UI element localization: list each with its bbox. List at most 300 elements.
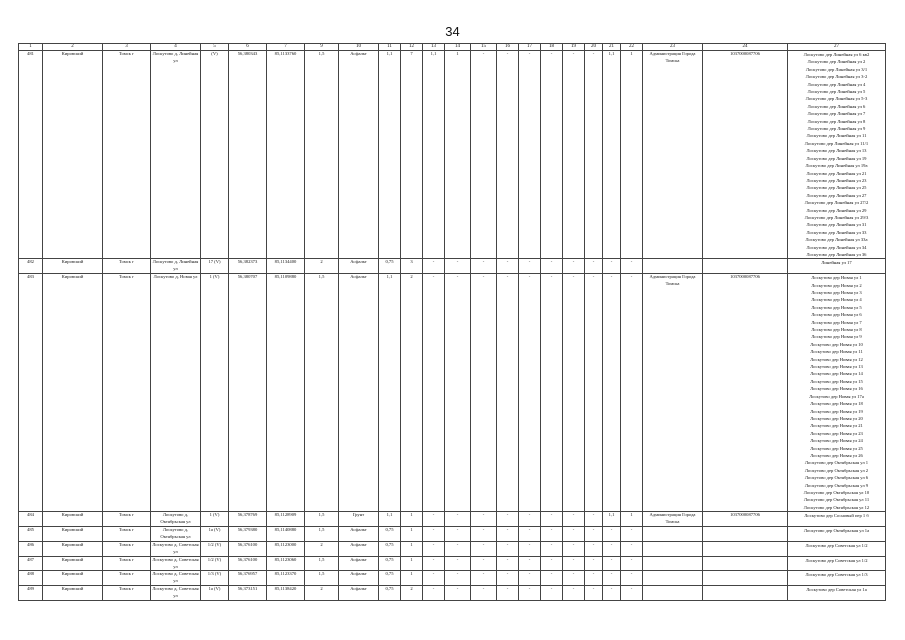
table-cell: 1,5: [305, 51, 339, 259]
address-line: Лоскутово дер Октябрьская ул 11: [803, 497, 870, 503]
address-line: Лоскутово дер Новая ул 10: [810, 341, 863, 347]
table-cell: -: [471, 541, 497, 556]
table-cell: -: [497, 586, 519, 601]
table-cell: -: [519, 259, 541, 274]
table-cell: [643, 571, 703, 586]
table-cell: 1: [401, 571, 423, 586]
address-line: Лоскутово дер Сосновый пер 1 б: [804, 513, 869, 519]
table-cell: -: [445, 556, 471, 571]
address-line: Лоскутово дер Линейная ул 3-2: [805, 74, 868, 80]
table-row: [19, 586, 886, 601]
address-line: Лоскутово дер Линейная ул 33а: [805, 237, 868, 243]
table-cell: 2: [401, 274, 423, 512]
address-line: Лоскутово дер Октябрьская ул 2: [804, 467, 869, 473]
column-number: 21: [603, 44, 621, 51]
table-cell: Кировский: [43, 571, 103, 586]
address-line: Лоскутово дер Новая ул 5: [811, 304, 862, 310]
column-number: 2: [43, 44, 103, 51]
column-number: 16: [497, 44, 519, 51]
column-number: 10: [339, 44, 379, 51]
address-line: Лоскутово дер Линейная ул 8: [807, 118, 866, 124]
table-cell: -: [519, 541, 541, 556]
table-cell: 1,1: [603, 51, 621, 259]
column-number: 13: [423, 44, 445, 51]
table-cell: -: [621, 541, 643, 556]
address-line: Лоскутово дер Октябрьская ул 1а: [803, 528, 870, 533]
address-line: Лоскутово дер Новая ул 20: [810, 415, 863, 421]
table-cell: 0,75: [379, 259, 401, 274]
table-cell: 1,5: [305, 571, 339, 586]
table-cell: -: [423, 259, 445, 274]
table-cell: 85,1128909: [267, 512, 305, 527]
table-cell: (V): [201, 51, 229, 259]
table-cell: -: [585, 512, 603, 527]
table-cell: 488: [19, 571, 43, 586]
table-cell: Асфальт: [339, 274, 379, 512]
table-cell: Томск г: [103, 51, 151, 259]
table-cell: -: [541, 556, 563, 571]
table-cell: Администрация Города Томска: [643, 274, 703, 512]
table-cell: 1а (V): [201, 527, 229, 542]
table-cell: 85,1123000: [267, 541, 305, 556]
address-line: Лоскутово дер Линейная ул 19: [806, 155, 867, 161]
table-cell: 1 (V): [201, 274, 229, 512]
column-number: 5: [201, 44, 229, 51]
table-cell: Томск г: [103, 586, 151, 601]
address-list-cell: [788, 274, 886, 512]
address-line: Лоскутово дер Новая ул 9: [811, 334, 862, 340]
table-cell: Кировский: [43, 259, 103, 274]
table-cell: Томск г: [103, 541, 151, 556]
table-cell: 1037000087706: [703, 51, 788, 259]
address-line: Лоскутово дер Линейная ул 34: [806, 244, 867, 250]
table-cell: Лоскутово д, Советская ул: [151, 571, 201, 586]
address-list-cell: [788, 51, 886, 259]
table-row: [19, 556, 886, 571]
table-cell: -: [519, 527, 541, 542]
address-line: Лоскутово дер Новая ул 16: [810, 386, 863, 392]
table-cell: -: [541, 586, 563, 601]
address-line: Лоскутово дер Советская ул 1/2: [805, 557, 868, 563]
table-row: [19, 571, 886, 586]
table-cell: [703, 571, 788, 586]
address-line: Лоскутово дер Октябрьская ул 9: [804, 482, 869, 488]
table-cell: -: [471, 556, 497, 571]
table-cell: -: [563, 556, 585, 571]
table-cell: Кировский: [43, 586, 103, 601]
table-cell: 85,1134400: [267, 259, 305, 274]
table-cell: -: [519, 556, 541, 571]
table-cell: -: [563, 586, 585, 601]
table-body: [19, 44, 886, 601]
table-cell: [703, 586, 788, 601]
table-cell: -: [445, 541, 471, 556]
table-cell: Томск г: [103, 527, 151, 542]
address-list-cell: [788, 541, 886, 556]
column-number: 19: [563, 44, 585, 51]
table-cell: -: [423, 586, 445, 601]
table-cell: 0,75: [379, 571, 401, 586]
address-line: Лоскутово дер Новая ул 19: [810, 408, 863, 414]
table-cell: 2: [305, 541, 339, 556]
column-number: 22: [621, 44, 643, 51]
address-line: Лоскутово дер Линейная ул 21: [806, 170, 867, 176]
table-cell: -: [621, 586, 643, 601]
table-cell: [703, 527, 788, 542]
table-cell: -: [519, 512, 541, 527]
table-cell: [643, 586, 703, 601]
table-cell: Лоскутово д, Октябрьская ул: [151, 512, 201, 527]
table-cell: Томск г: [103, 274, 151, 512]
address-line: Лоскутово дер Линейная ул 11/1: [804, 140, 869, 146]
address-line: Лоскутово дер Октябрьская ул 12: [803, 504, 870, 510]
table-cell: -: [471, 527, 497, 542]
column-number: 24: [703, 44, 788, 51]
address-line: Лоскутово дер Новая ул 3: [811, 290, 862, 295]
address-line: Лоскутово дер Линейная ул 33: [806, 229, 867, 235]
table-cell: Кировский: [43, 51, 103, 259]
column-number: 7: [267, 44, 305, 51]
table-cell: 1: [621, 51, 643, 259]
table-cell: 485: [19, 527, 43, 542]
address-line: Лоскутово дер Линейная ул 5: [807, 89, 866, 95]
address-line: Лоскутово дер Новая ул 1: [811, 275, 862, 281]
table-cell: -: [585, 51, 603, 259]
table-row: [19, 527, 886, 542]
table-cell: -: [585, 586, 603, 601]
table-cell: -: [541, 541, 563, 556]
table-cell: 0,75: [379, 527, 401, 542]
column-number: 18: [541, 44, 563, 51]
table-cell: -: [541, 512, 563, 527]
table-cell: -: [563, 571, 585, 586]
address-line: Лоскутово дер Новая ул 2: [811, 282, 862, 288]
address-list-cell: [788, 259, 886, 274]
column-number: 23: [643, 44, 703, 51]
address-list-cell: [788, 512, 886, 527]
table-cell: Лоскутово д, Советская ул: [151, 541, 201, 556]
page-number: 34: [445, 24, 460, 39]
table-cell: 489: [19, 586, 43, 601]
table-cell: -: [585, 274, 603, 512]
table-cell: 1,1: [423, 51, 445, 259]
address-line: Лоскутово дер Линейная ул 27/2: [804, 200, 869, 206]
address-line: Лоскутово дер Новая ул 18: [810, 401, 863, 407]
table-cell: Лоскутово д, Советская ул: [151, 556, 201, 571]
table-cell: 2: [401, 586, 423, 601]
address-line: Лоскутово дер Советская ул 1/3: [805, 572, 868, 578]
table-cell: 0,75: [379, 586, 401, 601]
table-cell: 1/3 (V): [201, 571, 229, 586]
table-cell: 1,5: [305, 527, 339, 542]
table-cell: 56,379380: [229, 527, 267, 542]
address-list-cell: [788, 527, 886, 542]
table-cell: 85,1123370: [267, 571, 305, 586]
table-cell: Асфальт: [339, 259, 379, 274]
table-cell: 56,378769: [229, 512, 267, 527]
table-cell: 3: [401, 259, 423, 274]
table-cell: -: [519, 571, 541, 586]
address-line: Лоскутово дер Линейная ул 36: [806, 251, 867, 257]
table-cell: 1: [621, 512, 643, 527]
table-cell: -: [471, 274, 497, 512]
table-cell: 483: [19, 274, 43, 512]
table-cell: -: [423, 274, 445, 512]
table-cell: 1: [401, 556, 423, 571]
address-line: Лоскутово дер Новая ул 11: [810, 349, 863, 355]
address-line: Лоскутово дер Новая ул 7: [811, 319, 862, 325]
table-cell: -: [471, 571, 497, 586]
table-cell: Лоскутово д, Линейная ул: [151, 51, 201, 259]
table-cell: 1,1: [379, 274, 401, 512]
table-cell: 1: [401, 527, 423, 542]
address-line: Лоскутово дер Линейная ул 7: [807, 111, 866, 117]
address-line: Лоскутово дер Новая ул 23: [810, 430, 863, 436]
table-cell: -: [541, 527, 563, 542]
table-cell: 2: [305, 586, 339, 601]
table-cell: 85,1123060: [267, 556, 305, 571]
table-cell: -: [563, 51, 585, 259]
table-cell: 56,373151: [229, 586, 267, 601]
table-cell: 0,75: [379, 541, 401, 556]
table-cell: -: [497, 556, 519, 571]
address-line: Лоскутово дер Новая ул 24: [810, 438, 863, 444]
table-cell: [643, 556, 703, 571]
table-cell: -: [603, 571, 621, 586]
address-line: Лоскутово дер Линейная ул 5-3: [805, 96, 868, 102]
table-cell: 1 (V): [201, 512, 229, 527]
table-cell: -: [497, 274, 519, 512]
address-line: Лоскутово дер Октябрьская ул 10: [803, 489, 870, 495]
table-cell: -: [603, 259, 621, 274]
column-number: 17: [519, 44, 541, 51]
table-cell: -: [497, 527, 519, 542]
table-cell: Асфальт: [339, 571, 379, 586]
address-line: Лоскутово дер Новая ул 8: [811, 327, 862, 333]
table-cell: Кировский: [43, 556, 103, 571]
address-line: Лоскутово дер Линейная ул 6 кв2: [803, 52, 870, 57]
table-cell: -: [585, 541, 603, 556]
table-cell: 1,1: [603, 512, 621, 527]
table-cell: Асфальт: [339, 586, 379, 601]
table-cell: 1/2 (V): [201, 556, 229, 571]
table-cell: -: [445, 586, 471, 601]
table-cell: -: [423, 527, 445, 542]
table-cell: -: [541, 571, 563, 586]
column-number: 4: [151, 44, 201, 51]
table-cell: 482: [19, 259, 43, 274]
column-number: 3: [103, 44, 151, 51]
address-line: Лоскутово дер Новая ул 12: [810, 356, 863, 362]
address-line: Лоскутово дер Линейная ул 9: [807, 126, 866, 132]
table-cell: -: [563, 512, 585, 527]
table-cell: -: [519, 586, 541, 601]
address-line: Лоскутово дер Новая ул 13: [810, 364, 863, 370]
table-cell: -: [423, 512, 445, 527]
table-row: [19, 51, 886, 259]
table-cell: -: [541, 51, 563, 259]
address-line: Лоскутово дер Линейная ул 13: [806, 148, 867, 154]
table-cell: [703, 541, 788, 556]
table-cell: -: [445, 571, 471, 586]
table-cell: Кировский: [43, 512, 103, 527]
table-cell: Лоскутово д, Октябрьская ул: [151, 527, 201, 542]
table-cell: 17 (V): [201, 259, 229, 274]
table-cell: -: [471, 51, 497, 259]
table-cell: -: [563, 527, 585, 542]
table-cell: -: [563, 541, 585, 556]
address-line: Лоскутово дер Советская ул 1/2: [805, 542, 868, 548]
table-cell: -: [603, 541, 621, 556]
table-cell: Грунт: [339, 512, 379, 527]
column-number: 1: [19, 44, 43, 51]
table-cell: 1037000087706: [703, 274, 788, 512]
column-number: 11: [379, 44, 401, 51]
table-cell: [643, 527, 703, 542]
table-cell: Кировский: [43, 541, 103, 556]
table-cell: -: [621, 556, 643, 571]
table-cell: Администрация Города Томска: [643, 512, 703, 527]
column-number-row: [19, 44, 886, 51]
table-cell: Асфальт: [339, 51, 379, 259]
table-cell: -: [603, 274, 621, 512]
table-row: [19, 541, 886, 556]
table-cell: 85,1138420: [267, 586, 305, 601]
address-line: Лоскутово дер Линейная ул 3/1: [805, 66, 868, 72]
table-cell: -: [423, 541, 445, 556]
table-row: [19, 274, 886, 512]
address-line: Линейная ул 17: [821, 260, 852, 266]
table-cell: -: [603, 527, 621, 542]
table-cell: 486: [19, 541, 43, 556]
table-cell: Лоскутово д, Советская ул: [151, 586, 201, 601]
table-cell: Томск г: [103, 556, 151, 571]
table-cell: Кировский: [43, 527, 103, 542]
table-cell: -: [519, 274, 541, 512]
table-cell: [643, 259, 703, 274]
address-line: Лоскутово дер Линейная ул 29: [806, 207, 867, 213]
table-cell: -: [471, 259, 497, 274]
table-row: [19, 512, 886, 527]
address-line: Лоскутово дер Новая ул 14: [810, 371, 863, 377]
table-cell: Томск г: [103, 259, 151, 274]
address-line: Лоскутово дер Октябрьская ул 1: [804, 460, 869, 466]
table-cell: Лоскутово д, Новая ул: [151, 274, 201, 512]
table-cell: -: [585, 527, 603, 542]
column-number: 12: [401, 44, 423, 51]
table-cell: 56,376100: [229, 556, 267, 571]
column-number: 9: [305, 44, 339, 51]
table-cell: 487: [19, 556, 43, 571]
table-cell: -: [585, 259, 603, 274]
table-cell: -: [585, 571, 603, 586]
table-cell: -: [563, 274, 585, 512]
table-cell: 85,1140880: [267, 527, 305, 542]
address-line: Лоскутово дер Линейная ул 25: [806, 185, 867, 191]
address-line: Лоскутово дер Новая ул 17а: [809, 393, 864, 399]
table-cell: -: [497, 512, 519, 527]
table-cell: -: [445, 527, 471, 542]
table-cell: [703, 259, 788, 274]
table-cell: 85,1133760: [267, 51, 305, 259]
address-line: Лоскутово дер Новая ул 4: [811, 297, 862, 303]
table-cell: -: [423, 556, 445, 571]
table-cell: 1,5: [305, 556, 339, 571]
address-line: Лоскутово дер Линейная ул 6: [807, 103, 866, 109]
table-cell: 85,1109880: [267, 274, 305, 512]
table-cell: 1: [401, 512, 423, 527]
table-cell: 1: [445, 51, 471, 259]
address-line: Лоскутово дер Линейная ул 2: [807, 59, 866, 65]
address-line: Лоскутово дер Советская ул 1а: [806, 587, 867, 593]
table-cell: -: [621, 571, 643, 586]
address-line: Лоскутово дер Линейная ул 23: [806, 177, 867, 183]
table-cell: -: [541, 274, 563, 512]
table-cell: -: [445, 512, 471, 527]
table-cell: 1,5: [305, 512, 339, 527]
table-cell: 481: [19, 51, 43, 259]
address-list-cell: [788, 556, 886, 571]
table-cell: 56,376100: [229, 541, 267, 556]
table-cell: 1,1: [379, 51, 401, 259]
address-line: Лоскутово дер Линейная ул 11: [806, 133, 867, 139]
column-number: 6: [229, 44, 267, 51]
table-cell: 56,382373: [229, 259, 267, 274]
table-cell: -: [621, 527, 643, 542]
table-cell: -: [445, 274, 471, 512]
table-row: [19, 259, 886, 274]
table-cell: -: [497, 259, 519, 274]
table-cell: 2: [305, 259, 339, 274]
table-cell: 1: [401, 541, 423, 556]
table-cell: 56,380343: [229, 51, 267, 259]
address-line: Лоскутово дер Новая ул 25: [810, 445, 863, 451]
address-list-cell: [788, 571, 886, 586]
table-cell: 56,376957: [229, 571, 267, 586]
table-cell: 7: [401, 51, 423, 259]
table-cell: 56,380707: [229, 274, 267, 512]
column-number: 27: [788, 44, 886, 51]
address-line: Лоскутово дер Новая ул 21: [810, 423, 863, 429]
table-cell: Кировский: [43, 274, 103, 512]
table-cell: 1/2 (V): [201, 541, 229, 556]
table-cell: Асфальт: [339, 527, 379, 542]
table-cell: -: [621, 259, 643, 274]
table-cell: -: [585, 556, 603, 571]
table-cell: -: [423, 571, 445, 586]
table-cell: -: [471, 512, 497, 527]
table-cell: -: [541, 259, 563, 274]
table-cell: Администрация Города Томска: [643, 51, 703, 259]
column-number: 20: [585, 44, 603, 51]
table-cell: 1037000087706: [703, 512, 788, 527]
address-line: Лоскутово дер Новая ул 6: [811, 312, 862, 318]
column-number: 15: [471, 44, 497, 51]
table-cell: 1,5: [305, 274, 339, 512]
table-cell: [703, 556, 788, 571]
table-cell: -: [497, 541, 519, 556]
table-cell: -: [603, 586, 621, 601]
column-number: 14: [445, 44, 471, 51]
address-line: Лоскутово дер Линейная ул 29/3: [804, 214, 869, 220]
table-cell: -: [471, 586, 497, 601]
table-cell: -: [445, 259, 471, 274]
registry-table: [18, 43, 886, 601]
address-line: Лоскутово дер Октябрьская ул 6: [804, 475, 869, 481]
table-cell: [643, 541, 703, 556]
table-cell: -: [519, 51, 541, 259]
address-list-cell: [788, 586, 886, 601]
